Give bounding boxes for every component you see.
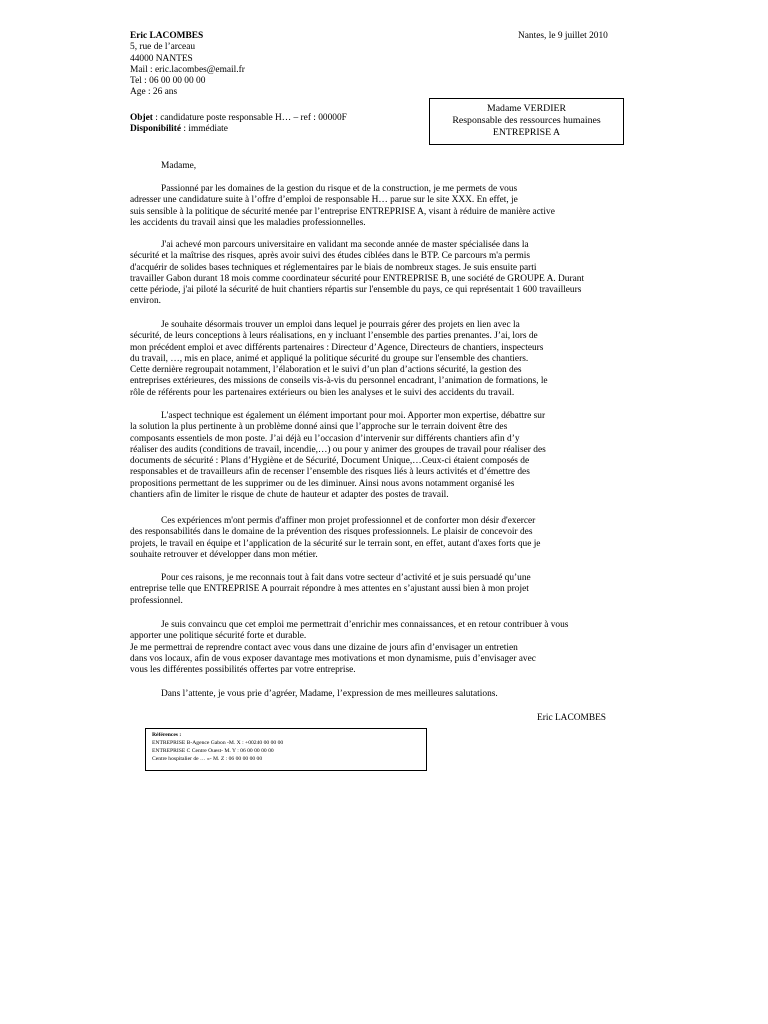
- paragraph-line: Passionné par les domaines de la gestion du risque et de la construction, je me permets de vous: [161, 184, 518, 194]
- paragraph-line: Je me permettrai de reprendre contact avec vous dans une dizaine de jours afin d’envisager un entretien: [130, 642, 518, 653]
- paragraph-line: projets, le travail en équipe et l’application de la sécurité sur le terrain sont, en effet, autant d'axes forts que je: [130, 538, 541, 549]
- reference-line: Centre hospitalier de … »- M. Z : 06 00 00 00 00: [152, 756, 263, 762]
- paragraph-line: composants essentiels de mon poste. J’ai déjà eu l’occasion d’intervenir sur différents chantiers afin d’y: [130, 433, 520, 444]
- paragraph-line: entreprises extérieures, des missions de conseils vis-à-vis du personnel encadrant, l’animation de formations, le: [130, 376, 548, 387]
- paragraph-line: Cette dernière regroupait notamment, l’élaboration et le suivi d’un plan d’actions sécurité, la gestion des: [130, 365, 522, 376]
- recipient-title: Responsable des ressources humaines: [452, 115, 601, 126]
- paragraph-line: souhaite retrouver et développer dans mon métier.: [130, 549, 318, 560]
- recipient-box: [429, 98, 624, 145]
- paragraph-line: des responsabilités dans le domaine de la prévention des risques professionnels. Le plaisir de concevoir des: [130, 527, 533, 538]
- paragraph-line: les accidents du travail ainsi que les maladies professionnelles.: [130, 217, 366, 228]
- paragraph-3: [130, 320, 610, 399]
- paragraph-line: vous les différentes possibilités offertes par votre entreprise.: [130, 665, 356, 676]
- paragraph-5: [130, 516, 610, 561]
- subject-block: [130, 113, 420, 136]
- paragraph-line: documents de sécurité : Plans d’Hygiène et de Sécurité, Document Unique,…Ceux-ci étaient composés de: [130, 456, 530, 467]
- paragraph-line: la solution la plus pertinente à un problème donné ainsi que l’approche sur le terrain doivent être des: [130, 422, 508, 433]
- paragraph-line: cette période, j'ai piloté la sécurité de huit chantiers répartis sur l'ensemble du pays, ce qui représentait 1 600 travailleurs: [130, 285, 582, 296]
- paragraph-8: [130, 689, 610, 700]
- paragraph-2: [130, 240, 610, 308]
- paragraph-1: [130, 184, 610, 229]
- paragraph-7: [130, 620, 610, 676]
- paragraph-line: mon précédent emploi et avec différents partenaires : Directeur d’Agence, Directeurs de chantiers, inspecteurs: [130, 342, 544, 353]
- paragraph-line: d'acquérir de solides bases techniques et réglementaires par le biais de nombreux stages. Je suis ensuite parti: [130, 262, 537, 273]
- availability-line: [130, 124, 420, 135]
- paragraph-line: suis sensible à la politique de sécurité menée par l’entreprise ENTREPRISE A, visant à réduire de manière active: [130, 206, 555, 217]
- dispo-value: : immédiate: [181, 124, 228, 135]
- paragraph-line: environ.: [130, 296, 161, 307]
- paragraph-line: travailler Gabon durant 18 mois comme coordinateur sécurité pour ENTREPRISE B, une société de GROUPE A. Durant: [130, 273, 585, 284]
- paragraph-4: [130, 411, 610, 501]
- signature: Eric LACOMBES: [537, 713, 607, 723]
- objet-label: Objet: [130, 113, 153, 123]
- paragraph-6: [130, 573, 610, 607]
- paragraph-line: sécurité et la maîtrise des risques, après avoir suivi des études ciblées dans le BTP. Ce parcours m'a permis: [130, 251, 531, 262]
- paragraph-line: sécurité, de leurs conceptions à leurs réalisations, en y incluant l’ensemble des parties prenantes. J’ai, lors de: [130, 331, 538, 342]
- letter-date: Nantes, le 9 juillet 2010: [518, 31, 608, 41]
- paragraph-line: apporter une politique sécurité forte et durable.: [130, 631, 307, 642]
- paragraph-line: réaliser des audits (conditions de travail, incendie,…) ou pour y animer des groupes de travail pour réaliser des: [130, 444, 546, 455]
- paragraph-line: Pour ces raisons, je me reconnais tout à fait dans votre secteur d’activité et je suis persuadé qu’une: [161, 573, 531, 583]
- paragraph-line: rôle de référents pour les partenaires extérieurs ou bien les analyses et le suivi des accidents du travail.: [130, 387, 515, 398]
- paragraph-line: professionnel.: [130, 595, 183, 606]
- sender-address-street: 5, rue de l’arceau: [130, 42, 196, 53]
- paragraph-line: L'aspect technique est également un élément important pour moi. Apporter mon expertise, débattre sur: [161, 411, 546, 421]
- paragraph-line: Ces expériences m'ont permis d'affiner mon projet professionnel et de conforter mon désir d'exercer: [161, 516, 536, 526]
- paragraph-line: Je suis convaincu que cet emploi me permettrait d’enrichir mes connaissances, et en retour contribuer à vous: [161, 620, 569, 630]
- reference-line: ENTREPRISE B-Agence Gabon -M. X : +00240 00 00 00: [152, 740, 284, 746]
- paragraph-line: Dans l’attente, je vous prie d’agréer, Madame, l’expression de mes meilleures salutations.: [161, 689, 498, 699]
- references-title: Références :: [152, 732, 182, 738]
- recipient-company: ENTREPRISE A: [492, 127, 561, 138]
- sender-name: Eric LACOMBES: [130, 31, 204, 41]
- paragraph-line: propositions permettant de les supprimer ou de les diminuer. Ainsi nous avons notamment organisé les: [130, 478, 515, 489]
- sender-phone: Tel : 06 00 00 00 00: [130, 76, 206, 87]
- paragraph-line: dans vos locaux, afin de vous exposer davantage mes motivations et mon dynamisme, puis d’envisager avec: [130, 653, 536, 664]
- paragraph-line: J'ai achevé mon parcours universitaire en validant ma seconde année de master spécialisée dans la: [161, 240, 529, 250]
- objet-value: : candidature poste responsable H… – ref : 00000F: [152, 113, 347, 123]
- paragraph-line: du travail, …, mis en place, animé et appliqué la politique sécurité du groupe sur l'ensemble des chantiers.: [130, 353, 529, 364]
- recipient-name: Madame VERDIER: [487, 103, 566, 114]
- paragraph-line: Je souhaite désormais trouver un emploi dans lequel je pourrais gérer des projets en lien avec la: [161, 320, 520, 330]
- sender-address-city: 44000 NANTES: [130, 53, 193, 64]
- dispo-label: Disponibilité: [130, 124, 182, 135]
- paragraph-line: entreprise telle que ENTREPRISE A pourrait répondre à mes attentes en s’ajustant aussi bien à mon projet: [130, 584, 529, 595]
- paragraph-line: chantiers afin de limiter le risque de chute de hauteur et adapter des postes de travail.: [130, 490, 449, 501]
- subject-line: [130, 113, 420, 124]
- salutation: Madame,: [161, 161, 197, 171]
- paragraph-line: adresser une candidature suite à l’offre d’emploi de responsable H… parue sur le site XXX. En effet, je: [130, 195, 518, 206]
- reference-line: ENTREPRISE C Centre Ouest- M. Y : 06 00 00 00 00: [152, 748, 274, 754]
- sender-age: Age : 26 ans: [130, 87, 178, 98]
- sender-block: [130, 31, 430, 99]
- sender-email: Mail : eric.lacombes@email.fr: [130, 64, 245, 75]
- paragraph-line: responsables et de travailleurs afin de recenser l’ensemble des risques liés à leurs activités et d’émettre des: [130, 467, 530, 478]
- references-box: [145, 728, 427, 771]
